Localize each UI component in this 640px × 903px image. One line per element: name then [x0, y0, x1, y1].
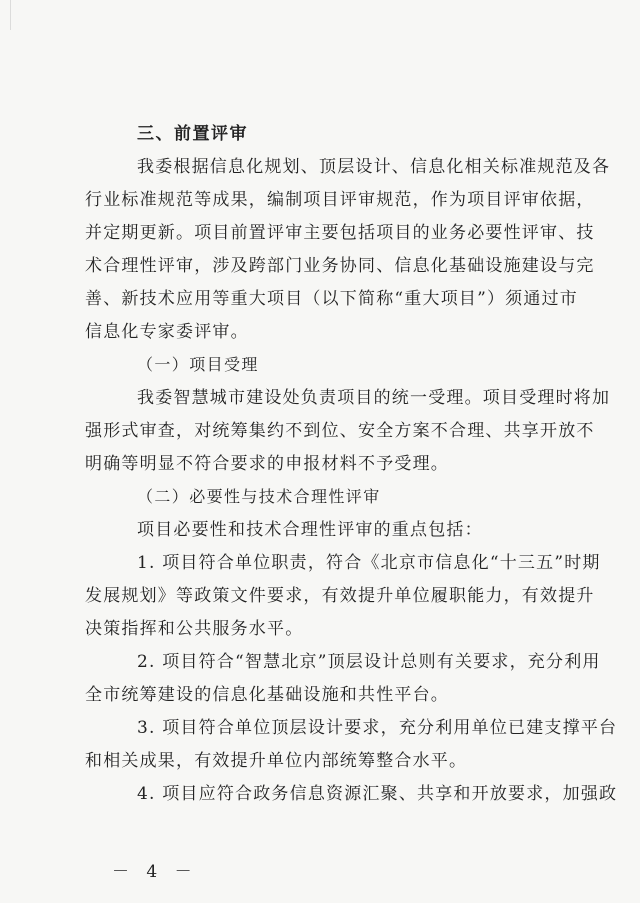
paragraph-line: 项目必要性和技术合理性评审的重点包括：	[137, 520, 483, 540]
paragraph-line: 我委根据信息化规划、顶层设计、信息化相关标准规范及各	[137, 157, 611, 177]
paragraph-line: 行业标准规范等成果，编制项目评审规范，作为项目评审依据，	[85, 190, 595, 210]
list-item-line: 决策指挥和公共服务水平。	[85, 619, 304, 639]
paragraph-line: 我委智慧城市建设处负责项目的统一受理。项目受理时将加	[137, 388, 611, 408]
paragraph-line: 术合理性评审，涉及跨部门业务协同、信息化基础设施建设与完	[85, 256, 595, 276]
list-item-line: 和相关成果，有效提升单位内部统筹整合水平。	[85, 751, 468, 771]
subsection-heading: （一）项目受理	[137, 355, 259, 374]
paragraph-line: 明确等明显不符合要求的申报材料不予受理。	[85, 454, 449, 474]
paragraph-line: 信息化专家委评审。	[85, 322, 249, 342]
list-item-line: 2. 项目符合“智慧北京”顶层设计总则有关要求，充分利用	[137, 652, 601, 672]
list-item-line: 1. 项目符合单位职责，符合《北京市信息化“十三五”时期	[137, 553, 601, 573]
section-heading: 三、前置评审	[137, 124, 248, 144]
list-item-line: 发展规划》等政策文件要求，有效提升单位履职能力，有效提升	[85, 586, 595, 606]
paragraph-line: 善、新技术应用等重大项目（以下简称“重大项目”）须通过市	[85, 289, 578, 309]
page-number: － 4 －	[112, 862, 198, 882]
subsection-heading: （二）必要性与技术合理性评审	[137, 487, 381, 506]
paragraph-line: 并定期更新。项目前置评审主要包括项目的业务必要性评审、技	[85, 223, 595, 243]
binding-mark	[0, 0, 11, 30]
list-item-line: 3. 项目符合单位顶层设计要求，充分利用单位已建支撑平台	[137, 718, 618, 738]
list-item-line: 全市统筹建设的信息化基础设施和共性平台。	[85, 685, 449, 705]
list-item-line: 4. 项目应符合政务信息资源汇聚、共享和开放要求，加强政	[137, 784, 618, 804]
paragraph-line: 强形式审查，对统筹集约不到位、安全方案不合理、共享开放不	[85, 421, 595, 441]
